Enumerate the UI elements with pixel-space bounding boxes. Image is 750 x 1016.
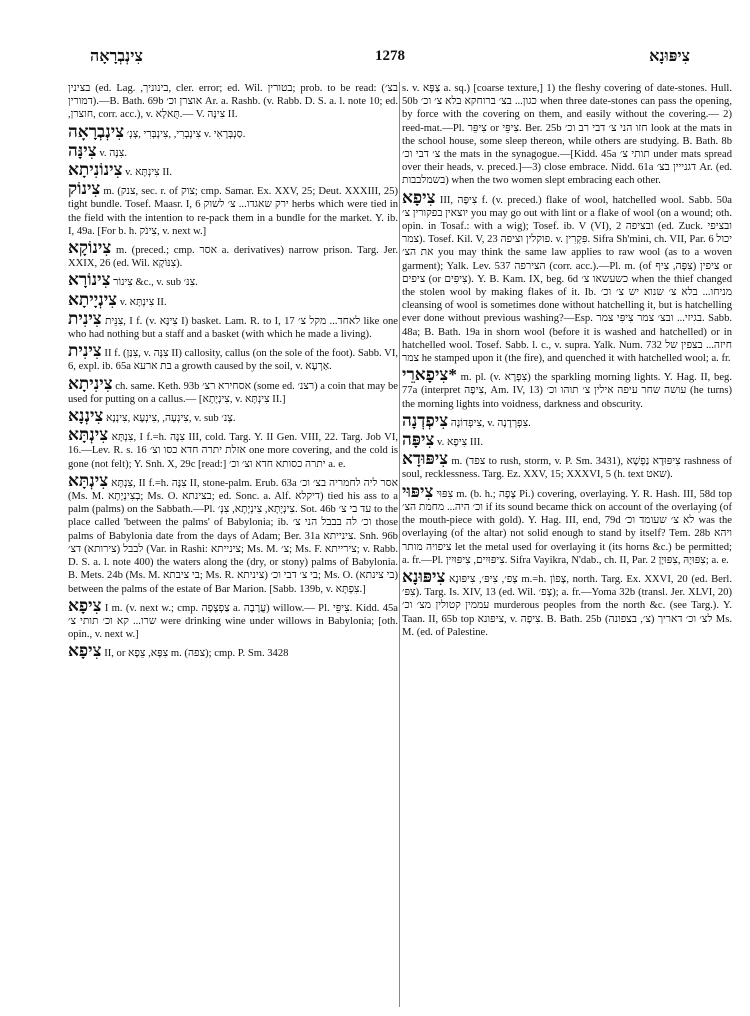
dictionary-entry bbox=[68, 140, 398, 160]
dictionary-entry bbox=[68, 373, 398, 406]
entry-text: I m. (v. next w.; cmp. צַפְצָפָה a. עֲרָבָה) willow.— Pl. צִיפֵּי. Kidd. 45a שרו... קא וכ׳ תותי צ׳ were drinking wine under willows in Babylonia; [oth. opin., v. next w.] bbox=[68, 602, 398, 641]
entry-headword: צִינוֹק bbox=[68, 179, 101, 199]
entry-headword: *צִיפָארֵי bbox=[402, 365, 457, 385]
entry-headword: צִיפָא bbox=[68, 595, 102, 615]
entry-text: צִנְתָּא, II f.=h. צִנָּה II, stone-palm. Erub. 63a אסר ליה לחמריה בצ׳ וכ׳ (Ms. M. בְצִינְיָתָא; Ms. O. בצינתא; ed. Sonc. a. Alf. דיקלא) tied his ass to a palm (palms) on the Sabbath.—Pl. צִינְיָתָא, צִינְיָתָא, צִנְּ׳. Sot. 46b עד בי צ׳ to the place called 'between the palms' of Babylonia; ib. וכ׳ לה בבבל הני צ׳ those palms of Babylonia date from the days of Adam; Ber. 31a צינייתא. Snh. 96b לבבל (צירותא) דצ׳ (Var. in Rashi: צינייתא; Ms. M. צ׳; Ms. F. צירייתא; v. Rabb. D. S. a. l. note 400) the waters along the (dry, or stony) palms of Babylonia. B. Mets. 24b (Ms. M. בי ציבתא; Ms. R. ציניתא) בי צ׳ דבי וכ׳; Ms. O. (בי צינתא) between the palms of the estate of Bar Marion. [Sabb. 139b, v. צִפְתָּא.] bbox=[68, 477, 398, 595]
entry-text: צְפ׳, צִיפּ׳, צִיפּוּנָא m.=h. צָפוֹן, north. Targ. Ex. XXVI, 20 (ed. Berl. צִפּ׳). Targ. Is. XIV, 13 (ed. Wil. צְפ׳); a. fr.—Yoma 32b (transl. Jer. XLVI, 20) עממין קטולין מצ׳ וכ׳ murderous peoples from the north &c. (see Targ.). Y. Taan. II, 65b top ציפונא, v. צִיפָה. B. Bath. 25b לצ׳ וכ׳ דאריך (צ׳, בצפונה) Ms. M. (ed. of Palestine. bbox=[402, 573, 732, 638]
dictionary-entry bbox=[68, 595, 398, 642]
dictionary-entry bbox=[402, 187, 732, 366]
entry-headword: צִינְתָּא bbox=[68, 425, 109, 445]
entry-headword: צִינָּה bbox=[68, 140, 97, 160]
page-header bbox=[90, 48, 690, 72]
entry-text: צִינְעָה, ,צִינְעָא ,צִינְנָא, v. sub צְנ׳. bbox=[106, 413, 236, 425]
entry-text: צִפּוּי m. (b. h.; צָפָה Pi.) covering, overlaying. Y. R. Hash. III, 58d top וכ׳ היה... מחמת הצ׳ if its sound became thick on account of the overlaying (of the mouth-piece with gold). Y. Hag. III, end, 79d לא צ׳ שעומד וכ׳ was the overlaying (of the altar) not solid enough to stand by itself? Tem. 28b ויהא ציפויה מותר let the metal used for overlaying it (its horns &c.) be permitted; a. fr.—Pl. צִיפּוּיִים, צִיפּוּיִין. Sifra Vayikra, N'dab., ch. II, Par. 2 צִפּוּיָהּ ,צִפּוּיָן; a. e. bbox=[402, 488, 732, 566]
entry-headword: צִינְנָא bbox=[68, 406, 104, 426]
entry-headword: צִיפּוּנָא bbox=[402, 566, 446, 586]
dictionary-entry bbox=[68, 179, 398, 238]
entry-text: צִיפְדוֹנָה, v. צִפְרְדָנָה. bbox=[450, 417, 531, 429]
entry-headword: צִיפָּה bbox=[402, 430, 435, 450]
dictionary-entry bbox=[68, 289, 398, 309]
entry-headword: צִינוֹרָא bbox=[68, 270, 111, 290]
dictionary-entry bbox=[68, 406, 398, 426]
entry-text: צִינוֹר &c., v. sub צִנּ׳. bbox=[113, 277, 198, 289]
entry-text: צִנְתָּא, I f.=h. צִנָּה III, cold. Targ. Y. II Gen. VIII, 22. Targ. Job VI, 16.—Lev. R. s. 16 אזלת יתרה חדא כסו וצ׳ one more covering, and the cold is gone (not felt); Y. Snh. X, 29c [read:] יתרה כסותא חדא וצ׳ וכ׳ a. e. bbox=[68, 432, 398, 470]
dictionary-entry bbox=[402, 365, 732, 411]
page-number: 1278 bbox=[375, 48, 405, 64]
right-column bbox=[402, 82, 732, 1012]
dictionary-entry bbox=[68, 270, 398, 290]
entry-headword: צִינִית bbox=[68, 341, 102, 361]
dictionary-entry bbox=[402, 430, 732, 450]
dictionary-entry bbox=[68, 308, 398, 341]
entry-text: צִינְבְרִי, ,צִינְבְּרִי ,צְנְ׳ v. סַנְבְּרָאִי. bbox=[126, 128, 246, 140]
entry-headword: צִינְיָיתָא bbox=[68, 289, 118, 309]
entry-headword: צִינוֹנִיתָא bbox=[68, 160, 123, 180]
dictionary-entry bbox=[68, 470, 398, 596]
entry-headword: צִיפּוּי bbox=[402, 481, 434, 501]
dictionary-entry bbox=[402, 449, 732, 481]
entry-text: m. pl. (v. צִפְרָא) the sparkling morning lights. Y. Hag. II, beg. 77a (interpret צִיפָה, Am. IV, 13) עושה שחר עיפה אילין צ׳ תוהו וכ׳ (he turns) the morning lights into voidness, darkness and obscurity. bbox=[402, 372, 732, 410]
entry-headword: צִיפָא bbox=[402, 187, 436, 207]
entry-text: v. צִינְתָּא II. bbox=[119, 296, 167, 308]
entry-text: II f. (צִנַּן, v. צִנָּה II) callosity, callus (on the sole of the foot). Sabb. VI, 6, expl. ib. 65a בת ארעא a growth caused by the soil, v. אַרְעָא. bbox=[68, 348, 398, 373]
entry-headword: צִינְבְרָאָה bbox=[68, 121, 125, 141]
dictionary-entry bbox=[68, 238, 398, 270]
entry-headword: צִינִיתָא bbox=[68, 373, 113, 393]
entry-text: m. (preced.; cmp. אסר a. derivatives) narrow prison. Targ. Jer. XXIX, 26 (ed. Wil. צִנּוֹקָא). bbox=[68, 245, 398, 270]
entry-text: v. צִיפָא III. bbox=[437, 437, 484, 449]
dictionary-entry bbox=[68, 121, 398, 141]
dictionary-entry bbox=[68, 160, 398, 180]
entry-headword: צִינוֹקָא bbox=[68, 238, 112, 258]
dictionary-entry bbox=[68, 425, 398, 471]
dictionary-entry bbox=[402, 566, 732, 639]
entry-text: III, צִיפָּה f. (v. preced.) flake of wool, hatchelled wool. Sabb. 50a יוצאין בפקורין צ׳ you may go out with lint or a flake of wool (on a wound; oth. opin. in Tosaf.: with a wig); Tosef. ib. V (VI), 2 ובציפה (ed. Zuck. ובציפי צמר). Tosef. Kil. V, 23 פוקלין וציפה. v. פִּקְרִין. Sifra Sh'mini, ch. VII, Par. 6 יכול את הצ׳ you may think the same law applies to raw wool (as to a woven garment); Yalk. Lev. 537 הצירפה (corr. acc.).—Pl. m. (of צִפָּה, צִיף) ציפין or ציפים (or צִיפִּים). Y. B. Kam. IX, beg. 6d כשעשאו צ׳ when the thief changed the stolen wool by making flakes of it. Ib. מניחו... בלא צ׳ שנוא יש צ׳ וכ׳ cleansing of wool is sometimes done without hatchelling it, but is hatchelling ever done without previous washing?—Esp. בגיזי... ובצ׳ צמר צִיפִּי צמר. Sabb. 48a; B. Bath. 19a in shorn wool (before it is washed and hatchelled) or in hatchelled wool. Tosef. Sabb. l. c., v. supra. Yalk. Num. 732 חיזה... בצפין של צמר he stamped upon it (the fire), and quenched it with hatchelled wool; a. fr. bbox=[402, 194, 732, 365]
entry-text: v. צִינְתָּא II. bbox=[125, 167, 173, 179]
dictionary-entry bbox=[68, 341, 398, 373]
entry-headword: צִיפּוּדָא bbox=[402, 449, 449, 469]
entry-headword: צִיפְדְנָה bbox=[402, 410, 449, 430]
entry-headword: צִינְתָּא bbox=[68, 470, 109, 490]
entry-headword: צִינִית bbox=[68, 308, 102, 328]
entry-text: m. (צפד to rush, storm, v. P. Sm. 3431), צִיפּוּדָא נַפְשָׁא rashness of soul, recklessness. Targ. Ez. XXV, 15; XXXVI, 5 (h. text שאט). bbox=[402, 456, 732, 481]
entry-headword: צִיפָא bbox=[68, 641, 102, 661]
entry-text: צִנֵּית, I f. (v. צִינָּא I) basket. Lam. R. to I, 17 לאחד... מקל צ׳ like one who had nothing but a staff and a basket (with which he made a living). bbox=[68, 315, 398, 341]
entry-text: v. צִנָּה. bbox=[99, 147, 127, 159]
dictionary-entry bbox=[68, 82, 398, 122]
running-head-left: צִינְבְרָאָה bbox=[90, 48, 143, 65]
entry-text: s. v. צַפָּא a. sq.) [coarse texture,] 1) the fleshy covering of date-stones. Hull. 50b כגון... בצ׳ ברוחקא בלא צ׳ וכ׳ when three date-stones can pass the opening, by force with the covering on them, and easily without the covering.— 2) reed-mat.—Pl. צִיפֵּר or צִיפֵּי. Ber. 25b חזו הני צ׳ דבי רב וכ׳ look at the mats in the school house, some sleep thereon, while others are studying. B. Bath. 8b צ׳ דבי וכ׳ the mats in the synagogue.—[Kidd. 45a תותי צ׳ under mats spread over their heads, v. preced.]—3) close embrace. Nidd. 61a דגנייין בצ׳ Ar. (ed. בשמלבבות) when the two women slept embracing each other. bbox=[402, 83, 732, 187]
entry-text: ch. same. Keth. 93b אסחירא רצ׳ (some ed. רצנ׳) a coin that may be used for putting on a callus.— [צִינְיָתָא, v. צִינְתָּא II.] bbox=[68, 380, 398, 405]
left-column bbox=[68, 82, 398, 1012]
dictionary-entry bbox=[68, 641, 398, 661]
running-head-right: צִיפּוּנָא bbox=[649, 48, 690, 65]
entry-text: m. (צנק, sec. r. of צוק; cmp. Samar. Ex. XXV, 25; Deut. XXXIII, 25) tight bundle. Tosef. Maasr. I, 6 ירק שאגדו... צ׳ לשוק herbs which were tied in the field with the intention to re-pack them in a bundle for the market. Y. ib. I, 49a. [For b. h. צִינֹק, v. next w.] bbox=[68, 186, 398, 237]
dictionary-entry bbox=[402, 82, 732, 188]
dictionary-entry bbox=[402, 410, 732, 430]
entry-text: בצינין (ed. Lag. ,בינוניך, cler. error; ed. Wil. בטורין; prob. to be read: (בצ׳ דמורין).—B. Bath. 69b אוצרן וכ׳ Ar. a. Rashb. (v. Rabb. D. S. a. l. note 10; ed. ,חוצרן, corr. acc.), v. תֻּאלָא.— V. צִינָּה II. bbox=[68, 83, 398, 121]
dictionary-entry bbox=[402, 481, 732, 567]
column-divider bbox=[399, 82, 400, 1007]
entry-text: II, or צִפָּא, צֵפָא m. (צפה); cmp. P. Sm. 3428 bbox=[104, 648, 289, 660]
